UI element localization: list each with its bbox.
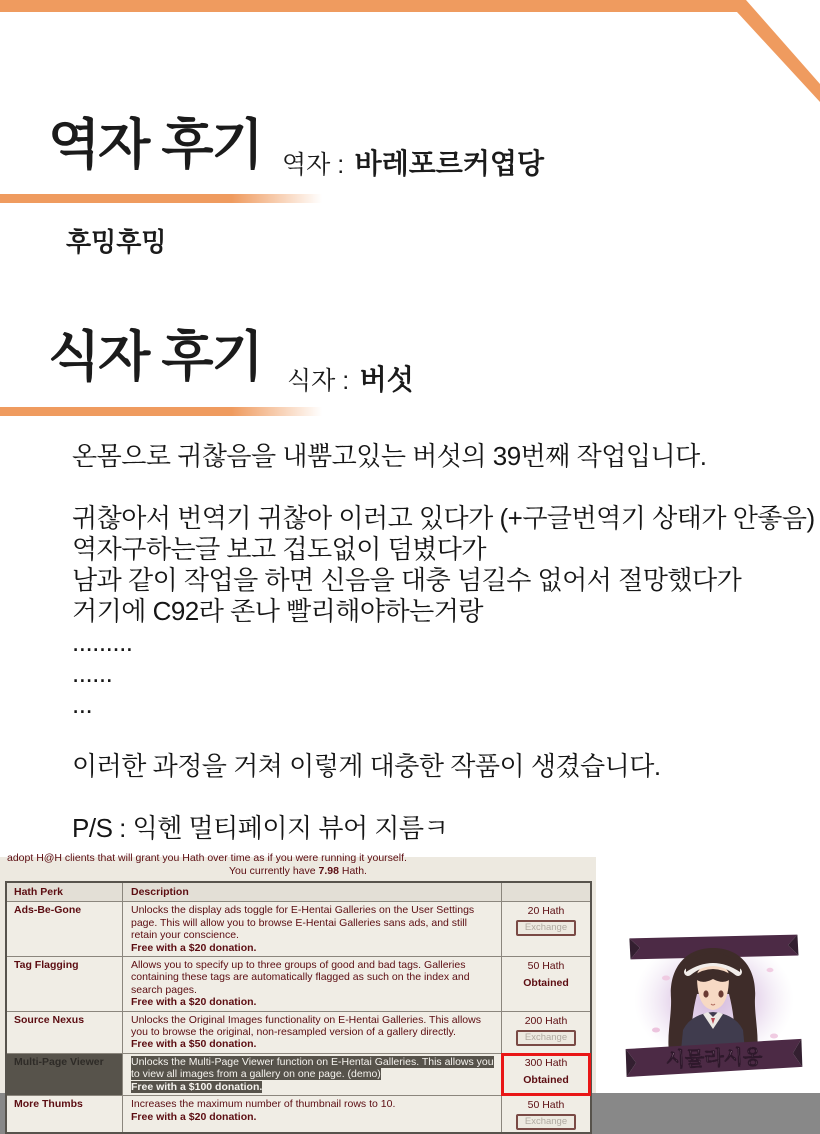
typesetter-label: 식자 : xyxy=(287,367,350,395)
perk-row xyxy=(7,1011,590,1053)
body-text-line: 온몸으로 귀찮음을 내뿜고있는 버섯의 39번째 작업입니다. xyxy=(72,441,707,471)
typesetter-afterword-title: 식자 후기 xyxy=(48,327,262,387)
perk-name: Source Nexus xyxy=(7,1012,123,1053)
perk-name: Ads-Be-Gone xyxy=(7,902,123,956)
perk-cost-cell xyxy=(502,957,590,1011)
perk-row xyxy=(7,1095,590,1132)
hath-perk-table xyxy=(5,881,592,1134)
body-text-line: P/S : 익헨 멀티페이지 뷰어 지름ㅋ xyxy=(72,813,449,843)
column-header-description: Description xyxy=(123,883,502,901)
orange-underline xyxy=(0,194,322,203)
body-text-line xyxy=(72,782,815,813)
orange-underline xyxy=(0,407,322,416)
afterword-body xyxy=(72,441,815,844)
body-text-line: ...... xyxy=(72,658,113,688)
perk-row xyxy=(7,956,590,1011)
perk-name: More Thumbs xyxy=(7,1096,123,1132)
perk-cost-cell xyxy=(502,1096,590,1132)
cost-label: 300 Hath xyxy=(524,1056,568,1069)
perk-row xyxy=(7,901,590,956)
perk-description xyxy=(123,1012,502,1053)
perk-cost-cell xyxy=(502,1054,590,1095)
perk-free-note: Free with a $20 donation. xyxy=(131,996,257,1009)
body-text-line xyxy=(72,472,815,503)
typesetter-credit xyxy=(287,358,414,398)
body-text-line xyxy=(72,720,815,751)
perk-name: Tag Flagging xyxy=(7,957,123,1011)
column-header-cost xyxy=(502,883,590,901)
perk-free-note: Free with a $100 donation. xyxy=(131,1080,263,1093)
balance-suffix: Hath. xyxy=(341,865,367,877)
perk-description-text: Unlocks the Original Images functionality on E-Hentai Galleries. This allows you to browse the original, non-resampled version of a gallery directly. xyxy=(131,1013,481,1039)
perk-description-text: Increases the maximum number of thumbnail rows to 10. xyxy=(131,1098,396,1111)
perk-free-note: Free with a $20 donation. xyxy=(131,1110,257,1123)
body-text-line: 귀찮아서 번역기 귀찮아 이러고 있다가 (+구글번역기 상태가 안좋음) xyxy=(72,503,815,533)
cost-label: 200 Hath xyxy=(524,1014,568,1027)
exchange-button[interactable]: Exchange xyxy=(516,1114,576,1130)
translator-label: 역자 : xyxy=(282,151,345,179)
cost-label: 50 Hath xyxy=(527,960,565,973)
perk-description-text: Unlocks the display ads toggle for E-Hentai Galleries on the User Settings page. This will allow you to browse E-Hentai Galleries sans ads, and still retain your conscience. xyxy=(131,904,475,942)
obtained-label: Obtained xyxy=(523,977,569,990)
perk-description xyxy=(123,1054,502,1095)
column-header-perk: Hath Perk xyxy=(7,883,123,901)
exchange-button[interactable]: Exchange xyxy=(516,1030,576,1046)
perk-description xyxy=(123,902,502,956)
perk-row xyxy=(7,1053,590,1095)
group-logo xyxy=(618,918,810,1086)
body-text-line: 거기에 C92라 존나 빨리해야하는거랑 xyxy=(72,596,483,626)
balance-value: 7.98 xyxy=(318,865,339,877)
perk-description xyxy=(123,1096,502,1132)
translator-afterword-title: 역자 후기 xyxy=(48,115,262,175)
translator-credit xyxy=(282,142,544,182)
perk-description xyxy=(123,957,502,1011)
perk-name: Multi-Page Viewer xyxy=(7,1054,123,1095)
balance-prefix: You currently have xyxy=(229,865,316,877)
perk-cost-cell xyxy=(502,1012,590,1053)
body-text-line: ... xyxy=(72,689,93,719)
body-text-line: 남과 같이 작업을 하면 신음을 대충 넘길수 없어서 절망했다가 xyxy=(72,565,742,595)
perk-free-note: Free with a $50 donation. xyxy=(131,1038,257,1051)
group-name-text: 시뮬라시옹 xyxy=(665,1046,763,1072)
cost-label: 20 Hath xyxy=(527,905,565,918)
orange-top-stripe xyxy=(0,0,820,110)
table-header-row xyxy=(7,883,590,901)
body-text-line: 역자구하는글 보고 겁도없이 덤볐다가 xyxy=(72,534,487,564)
body-text-line: 이러한 과정을 거쳐 이렇게 대충한 작품이 생겼습니다. xyxy=(72,751,661,781)
table-body xyxy=(7,901,590,1132)
perk-description-text: Allows you to specify up to three groups of good and bad tags. Galleries containing these tags are automatically flagged as such on the index and search pages. xyxy=(131,959,470,996)
cost-label: 50 Hath xyxy=(527,1099,565,1112)
typesetter-name: 버섯 xyxy=(359,364,414,395)
bottom-ribbon xyxy=(625,1039,802,1077)
perk-description-text: Unlocks the Multi-Page Viewer function on E-Hentai Galleries. This allows you to view all images from a gallery on one page. (demo) xyxy=(131,1055,494,1081)
obtained-label: Obtained xyxy=(523,1073,569,1086)
translator-name: 바레포르커엽당 xyxy=(354,148,544,179)
screenshot-cutoff-text: adopt H@H clients that will grant you Hath over time as if you were running it yourself. xyxy=(7,852,407,864)
translator-comment: 후밍후밍 xyxy=(66,227,167,257)
perk-free-note: Free with a $20 donation. xyxy=(131,941,257,954)
hath-balance-line xyxy=(0,865,596,877)
hath-perks-screenshot xyxy=(0,852,596,1128)
body-text-line: ......... xyxy=(72,627,133,657)
perk-cost-cell xyxy=(502,902,590,956)
exchange-button[interactable]: Exchange xyxy=(516,920,576,936)
